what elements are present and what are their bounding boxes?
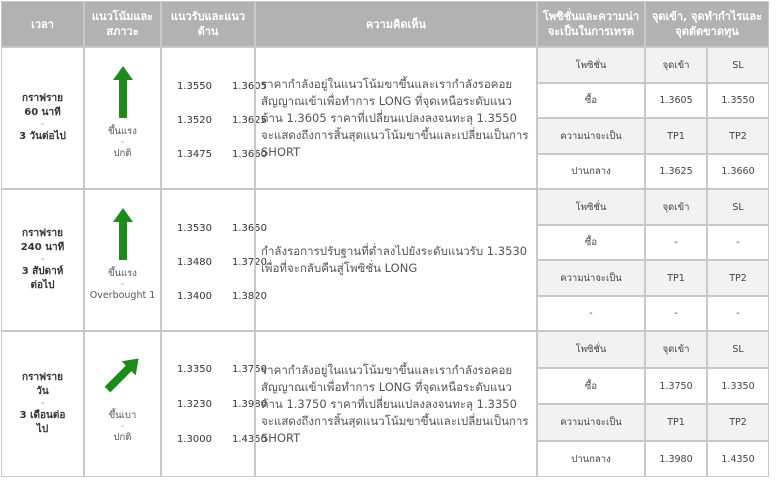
level-pair — [177, 434, 267, 445]
tp2-value-text: 1.3660 — [721, 166, 755, 177]
comment-cell — [255, 331, 537, 477]
sl-value-text: 1.3350 — [721, 380, 755, 392]
entry-value-text: 1.3605 — [659, 95, 693, 106]
entry-value-text: - — [674, 237, 678, 248]
position-value-text: ซื้อ — [584, 237, 598, 248]
entry-value — [645, 225, 707, 260]
resistance-level: 1.3605 — [232, 81, 267, 92]
level-pair — [177, 257, 267, 268]
entry-text: จุดเข้า — [662, 59, 690, 71]
tp2-text: TP2 — [729, 417, 747, 428]
tp2-label — [707, 404, 769, 441]
arrow-up-icon — [113, 66, 133, 118]
probability-value — [537, 154, 645, 189]
tp1-value-text: 1.3980 — [659, 453, 693, 465]
header-trend-line1: แนวโน้มและ — [91, 10, 154, 23]
entry-label — [645, 331, 707, 368]
resistance-level: 1.3720 — [232, 257, 267, 268]
header-entry-targets — [645, 1, 769, 47]
timeframe-separator: - — [40, 119, 45, 130]
trend-separator: - — [120, 421, 125, 432]
timeframe-cell — [1, 331, 84, 477]
resistance-level: 1.3820 — [232, 291, 267, 302]
level-pair — [177, 364, 267, 375]
arrow-up-right-icon — [103, 352, 143, 396]
resistance-level: 1.3980 — [232, 399, 267, 410]
position-value-text: ซื้อ — [584, 380, 598, 392]
entry-label — [645, 189, 707, 225]
tp2-value — [707, 441, 769, 477]
sl-text: SL — [732, 344, 744, 355]
support-level: 1.3480 — [177, 257, 212, 268]
sl-text: SL — [732, 201, 744, 213]
probability-value — [537, 441, 645, 477]
header-position — [537, 1, 645, 47]
tp1-value-text: - — [674, 308, 678, 319]
sl-value — [707, 225, 769, 260]
sl-value — [707, 368, 769, 404]
tp1-text: TP1 — [667, 272, 685, 284]
header-trend-line2: สภาวะ — [106, 25, 139, 38]
position-value-text: ซื้อ — [584, 95, 598, 106]
sl-label — [707, 47, 769, 83]
resistance-level: 1.3625 — [232, 115, 267, 126]
probability-value-text: ปานกลาง — [571, 166, 611, 177]
tp2-value-text: - — [736, 308, 740, 319]
trend-condition: Overbought 1 — [89, 290, 156, 301]
header-support-resistance — [161, 1, 255, 47]
level-pair — [177, 399, 267, 410]
trend-condition: ปกติ — [113, 148, 132, 159]
tp2-text: TP2 — [729, 272, 747, 284]
timeframe-line1: กราฟราย — [22, 372, 63, 383]
level-pair — [177, 115, 267, 126]
entry-label — [645, 47, 707, 83]
comment-text: ราคากำลังอยู่ในแนวโน้มขาขึ้นและเรากำลังรอคอยสัญญาณเข้าเพื่อทำการ LONG ที่จุดเหนือระดับแนวต้าน 1.3605 ราคาที่เปลี่ยนแปลงลงจนทะลุ 1.3550 จะแสดงถึงการสิ้นสุดแนวโน้มขาขึ้นและเปลี่ยนเป็นการ SHORT — [261, 76, 529, 159]
probability-value — [537, 296, 645, 331]
sl-text: SL — [732, 59, 744, 71]
probability-value-text: ปานกลาง — [571, 453, 611, 465]
sl-value-text: 1.3550 — [721, 95, 755, 106]
probability-label — [537, 260, 645, 296]
position-text: โพซิชั่น — [575, 201, 607, 213]
support-level: 1.3000 — [177, 434, 212, 445]
tp1-label — [645, 404, 707, 441]
entry-value-text: 1.3750 — [659, 380, 693, 392]
resistance-level: 1.3660 — [232, 149, 267, 160]
header-sr-line2: ต้าน — [197, 25, 219, 38]
level-pair — [177, 149, 267, 160]
tp1-value — [645, 154, 707, 189]
resistance-level: 1.3650 — [232, 223, 267, 234]
comment-cell — [255, 189, 537, 331]
tp2-value — [707, 296, 769, 331]
levels-cell — [161, 189, 267, 331]
header-position-line1: โพซิชั่นและความน่า — [542, 10, 639, 23]
comment-text: ราคากำลังอยู่ในแนวโน้มขาขึ้นและเรากำลังรอคอยสัญญาณเข้าเพื่อทำการ LONG ที่จุดเหนือระดับแนวต้าน 1.3750 ราคาที่เปลี่ยนแปลงลงจนทะลุ 1.3350 จะแสดงถึงการสิ้นสุดแนวโน้มขาขึ้นและเปลี่ยนเป็นการ SHORT — [261, 362, 529, 445]
timeframe-line3: 3 สัปดาห์ — [21, 266, 64, 277]
levels-cell — [161, 331, 267, 477]
timeframe-line2: 60 นาที — [24, 107, 61, 118]
tp1-label — [645, 260, 707, 296]
timeframe-line3: 3 วันต่อไป — [19, 131, 66, 142]
header-trend — [84, 1, 161, 47]
position-value — [537, 368, 645, 404]
trend-strength: ขึ้นเบา — [108, 410, 137, 421]
comment-text: กำลังรอการปรับฐานที่ต่ำลงไปยังระดับแนวรับ 1.3530 เพื่อที่จะกลับคืนสู่โพซิชั่น LONG — [261, 244, 528, 275]
timeframe-cell — [1, 189, 84, 331]
level-pair — [177, 223, 267, 234]
tp2-value — [707, 154, 769, 189]
support-level: 1.3230 — [177, 399, 212, 410]
timeframe-separator: - — [40, 398, 45, 409]
probability-text: ความน่าจะเป็น — [560, 130, 622, 142]
resistance-level: 1.3750 — [232, 364, 267, 375]
sl-label — [707, 189, 769, 225]
entry-value — [645, 83, 707, 118]
probability-value-text: - — [589, 308, 593, 319]
probability-text: ความน่าจะเป็น — [560, 272, 622, 284]
entry-text: จุดเข้า — [662, 201, 690, 213]
timeframe-line4: ต่อไป — [30, 280, 55, 291]
entry-text: จุดเข้า — [662, 344, 690, 355]
trend-separator: - — [120, 279, 125, 290]
timeframe-line3: 3 เดือนต่อ — [19, 410, 66, 421]
timeframe-separator: - — [40, 254, 45, 265]
trend-strength: ขึ้นแรง — [108, 268, 137, 279]
header-comment — [255, 1, 537, 47]
probability-label — [537, 404, 645, 441]
support-level: 1.3350 — [177, 364, 212, 375]
trend-cell — [84, 331, 161, 477]
tp1-text: TP1 — [667, 130, 685, 142]
sl-value-text: - — [736, 237, 740, 248]
position-text: โพซิชั่น — [575, 344, 607, 355]
tp2-label — [707, 118, 769, 154]
tp1-value — [645, 441, 707, 477]
header-comment-label: ความคิดเห็น — [366, 17, 426, 31]
sl-label — [707, 331, 769, 368]
tp1-label — [645, 118, 707, 154]
tp1-value — [645, 296, 707, 331]
header-time — [1, 1, 84, 47]
timeframe-line2: 240 นาที — [20, 242, 65, 253]
tp1-text: TP1 — [667, 417, 685, 428]
timeframe-line2: วัน — [36, 386, 49, 397]
comment-cell — [255, 47, 537, 189]
support-level: 1.3530 — [177, 223, 212, 234]
level-pair — [177, 291, 267, 302]
trend-cell — [84, 47, 161, 189]
timeframe-cell — [1, 47, 84, 189]
support-level: 1.3520 — [177, 115, 212, 126]
header-entry-line2: จุดตัดขาดทุน — [675, 25, 739, 38]
trend-strength: ขึ้นแรง — [108, 126, 137, 137]
position-value — [537, 83, 645, 118]
trend-cell — [84, 189, 161, 331]
header-position-line2: จะเป็นในการเทรด — [547, 25, 635, 38]
timeframe-line1: กราฟราย — [22, 93, 63, 104]
header-time-label: เวลา — [31, 17, 54, 31]
levels-cell — [161, 47, 267, 189]
timeframe-line1: กราฟราย — [22, 228, 63, 239]
tp2-text: TP2 — [729, 130, 747, 142]
position-value — [537, 225, 645, 260]
entry-value — [645, 368, 707, 404]
support-level: 1.3550 — [177, 81, 212, 92]
tp2-value-text: 1.4350 — [721, 453, 755, 465]
position-label — [537, 47, 645, 83]
resistance-level: 1.4350 — [232, 434, 267, 445]
sl-value — [707, 83, 769, 118]
probability-text: ความน่าจะเป็น — [560, 417, 622, 428]
position-text: โพซิชั่น — [575, 59, 607, 71]
position-label — [537, 331, 645, 368]
level-pair — [177, 81, 267, 92]
probability-label — [537, 118, 645, 154]
support-level: 1.3400 — [177, 291, 212, 302]
header-entry-line1: จุดเข้า, จุดทำกำไรและ — [651, 10, 763, 23]
position-label — [537, 189, 645, 225]
arrow-up-icon — [113, 208, 133, 260]
trend-condition: ปกติ — [113, 432, 132, 443]
tp1-value-text: 1.3625 — [659, 166, 693, 177]
trend-separator: - — [120, 137, 125, 148]
header-sr-line1: แนวรับและแนว — [170, 10, 246, 23]
tp2-label — [707, 260, 769, 296]
timeframe-line4: ไป — [36, 424, 49, 435]
support-level: 1.3475 — [177, 149, 212, 160]
